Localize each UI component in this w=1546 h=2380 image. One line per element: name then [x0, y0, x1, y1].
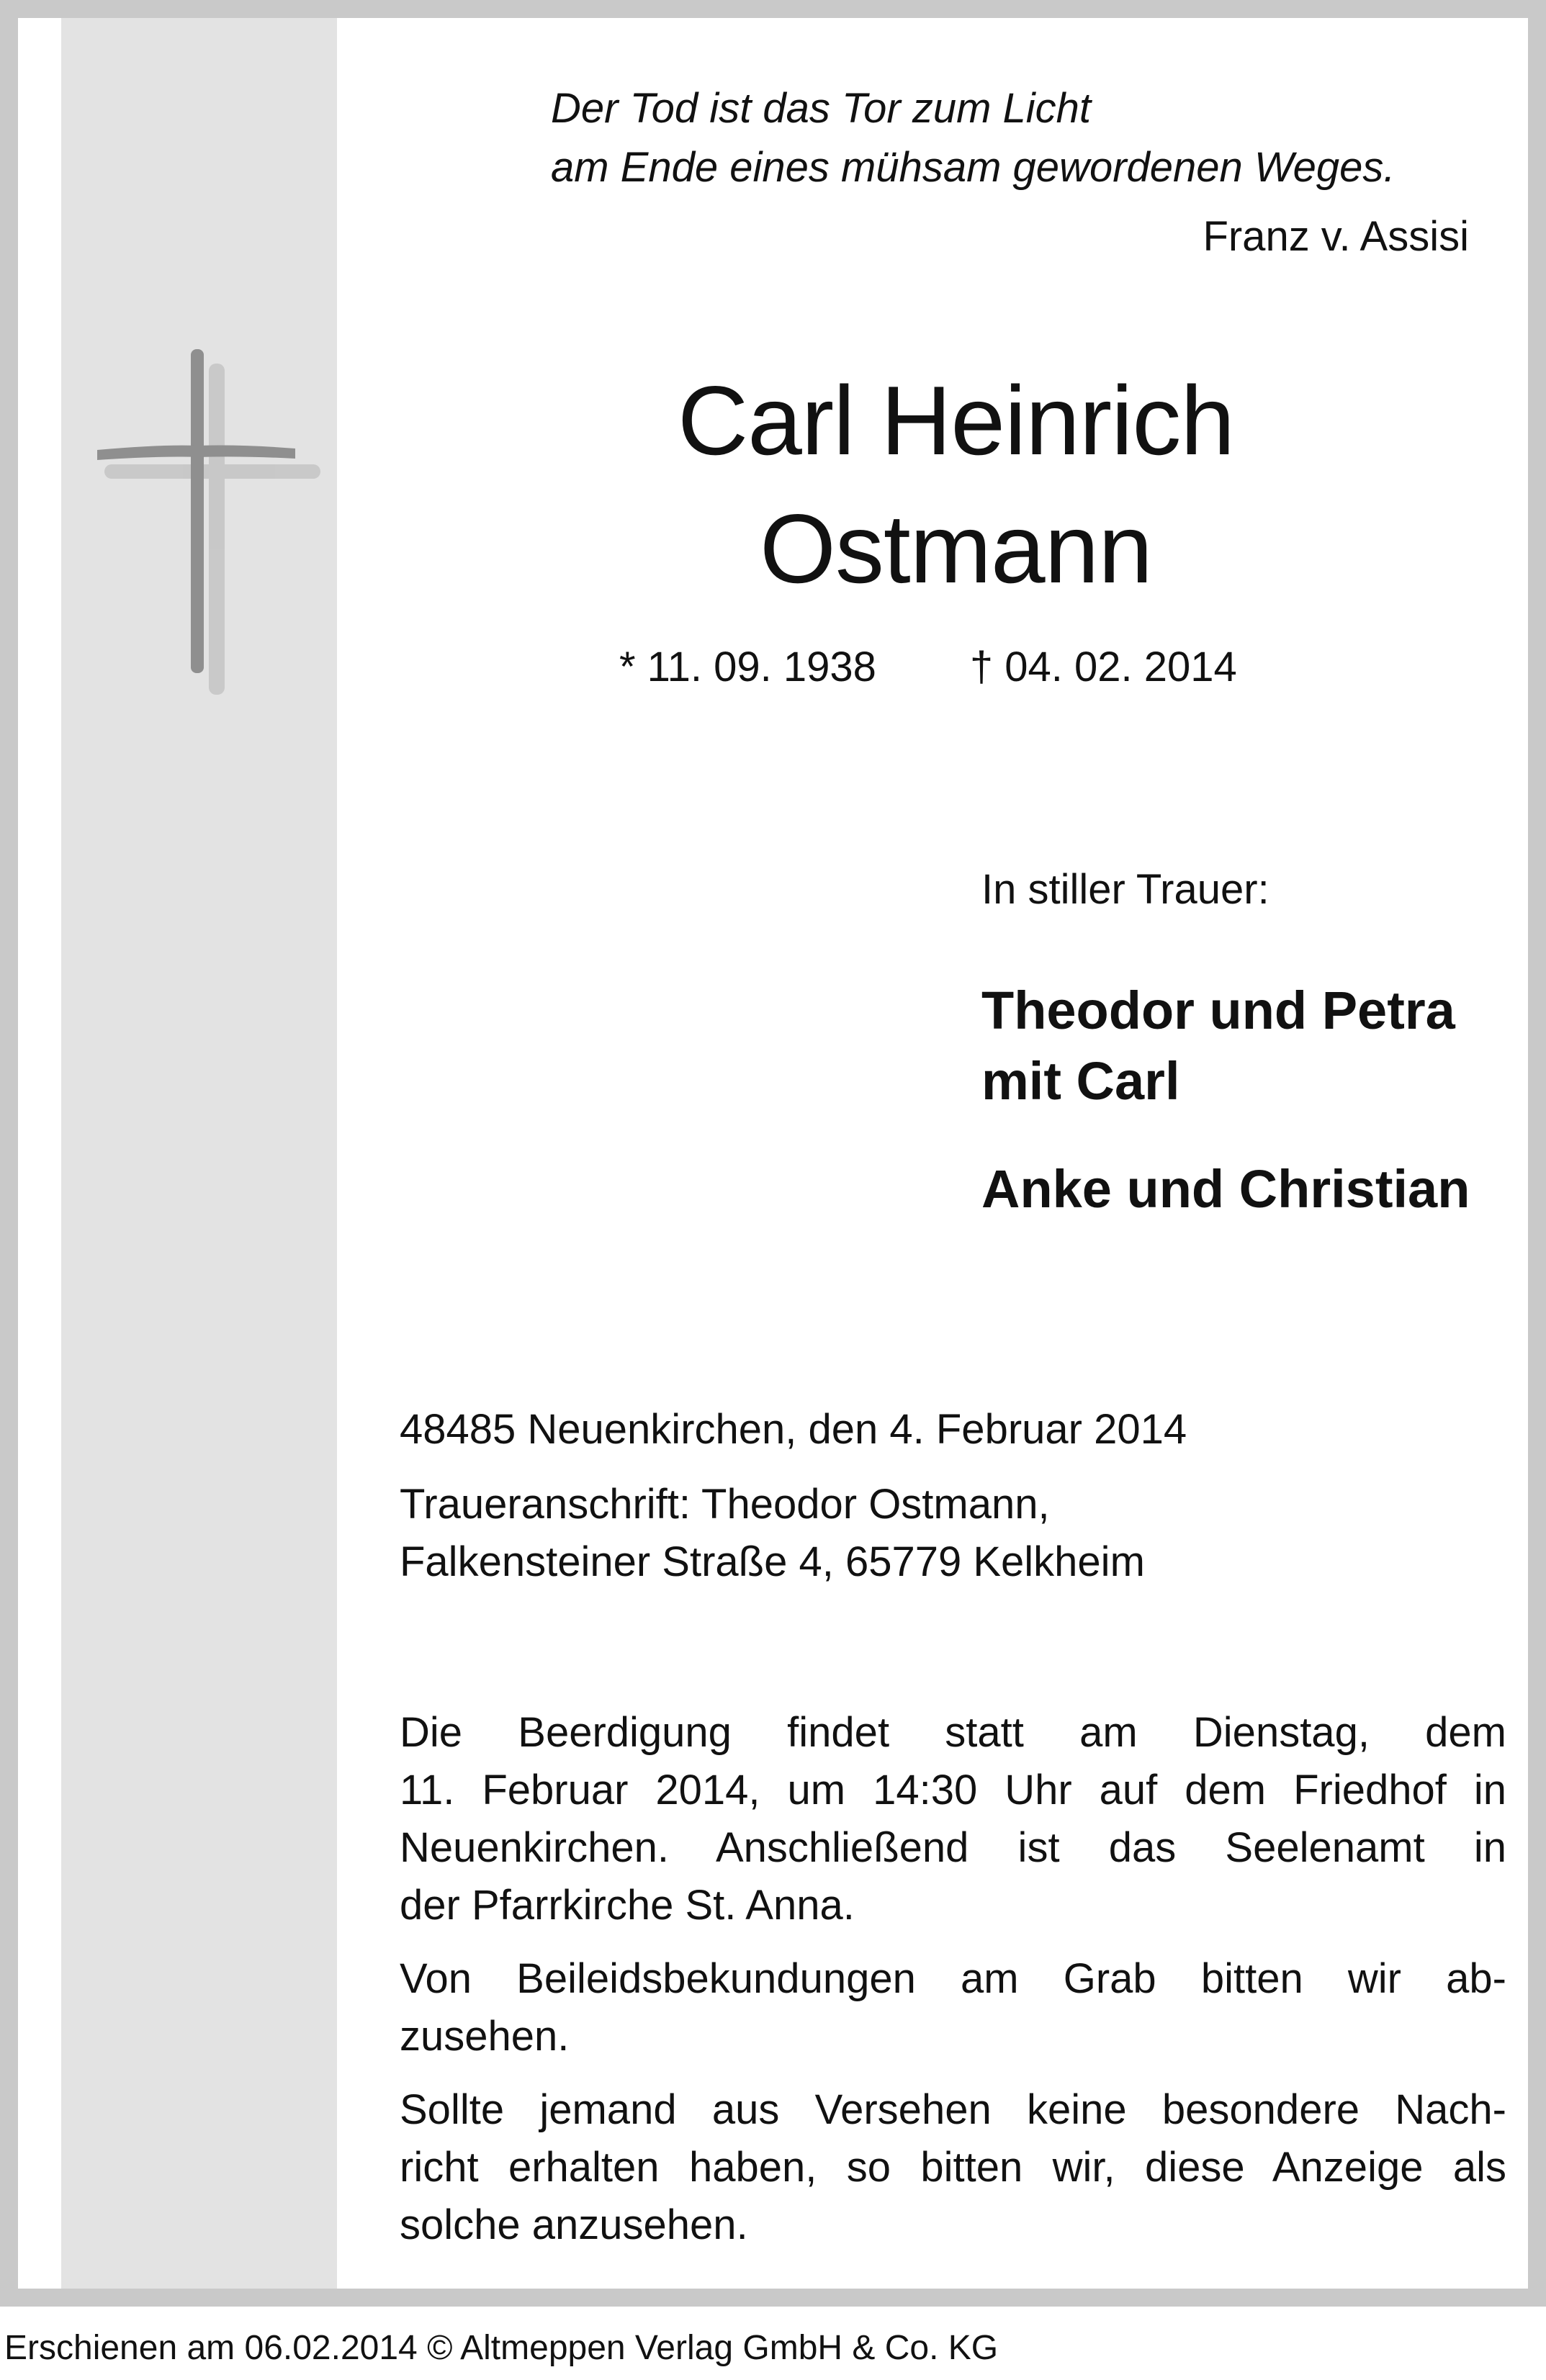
mourners-line-1: Theodor und Petra	[981, 981, 1455, 1040]
mourners-line-2: mit Carl	[981, 1051, 1180, 1111]
cross-main	[97, 349, 295, 673]
mourners-line-3: Anke und Christian	[981, 1159, 1470, 1219]
funeral-p3-line-2: richt erhalten haben, so bitten wir, diese Anzeige als	[400, 2144, 1506, 2191]
life-dates	[619, 641, 1237, 693]
address-line-2: Falkensteiner Straße 4, 65779 Kelkheim	[400, 1538, 1145, 1585]
mourners-list	[981, 975, 1470, 1225]
quote	[551, 79, 1505, 197]
funeral-info	[400, 1704, 1506, 2270]
quote-line-2: am Ende eines mühsam gewordenen Weges.	[551, 144, 1396, 191]
funeral-p1-line-3: Neuenkirchen. Anschließend ist das Seelenamt in	[400, 1824, 1506, 1871]
funeral-paragraph-3	[400, 2081, 1506, 2254]
funeral-p1-line-1: Die Beerdigung findet statt am Dienstag, dem	[400, 1709, 1506, 1756]
obituary-card	[18, 18, 1528, 2289]
funeral-p1-line-4: der Pfarrkirche St. Anna.	[400, 1882, 855, 1929]
cross-shadow	[104, 364, 320, 695]
deceased-name-line-2: Ostmann	[760, 494, 1152, 603]
quote-line-1: Der Tod ist das Tor zum Licht	[551, 85, 1092, 132]
birth-date: * 11. 09. 1938	[619, 644, 876, 690]
cross-icon	[76, 328, 320, 716]
place-date: 48485 Neuenkirchen, den 4. Februar 2014	[400, 1406, 1187, 1453]
publication-footer: Erschienen am 06.02.2014 © Altmeppen Verlag GmbH & Co. KG	[4, 2329, 999, 2367]
funeral-p2-line-2: zusehen.	[400, 2013, 570, 2060]
deceased-name-line-1: Carl Heinrich	[678, 366, 1234, 475]
funeral-paragraph-2	[400, 1950, 1506, 2065]
funeral-paragraph-1	[400, 1704, 1506, 1934]
mourning-title: In stiller Trauer:	[981, 866, 1269, 913]
address-line-1: Traueranschrift: Theodor Ostmann,	[400, 1481, 1050, 1528]
funeral-p3-line-3: solche anzusehen.	[400, 2201, 748, 2248]
quote-author: Franz v. Assisi	[1203, 213, 1469, 260]
funeral-p1-line-2: 11. Februar 2014, um 14:30 Uhr auf dem Friedhof in	[400, 1767, 1506, 1813]
death-date: † 04. 02. 2014	[969, 644, 1237, 690]
deceased-name	[551, 356, 1361, 613]
funeral-p3-line-1: Sollte jemand aus Versehen keine besondere Nach-	[400, 2086, 1506, 2133]
funeral-p2-line-1: Von Beileidsbekundungen am Grab bitten wir ab-	[400, 1955, 1506, 2002]
mourning-address	[400, 1476, 1145, 1591]
